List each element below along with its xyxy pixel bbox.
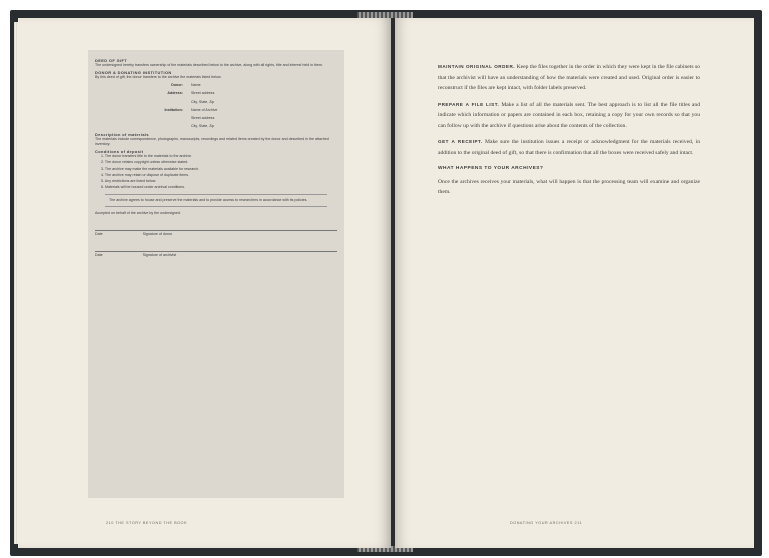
donor-heading: DONOR & DONATING INSTITUTION <box>95 70 172 76</box>
conditions-list <box>101 154 337 190</box>
address-row: Donor: Name <box>171 83 201 88</box>
condition-item: 4. The archive may retain or dispose of duplicate items. <box>101 172 190 177</box>
right-page-text <box>438 62 700 204</box>
signature-line <box>95 242 337 252</box>
paragraph-lead: MAINTAIN ORIGINAL ORDER. <box>438 64 516 69</box>
address-row: Street address <box>191 115 215 120</box>
condition-item: 2. The donor retains copyright unless otherwise stated. <box>101 160 189 165</box>
deed-of-gift-form <box>88 50 344 498</box>
address-row: Institution: Name of Archive <box>164 107 218 112</box>
address-row: Address: Street address <box>167 91 215 96</box>
sig-donor-label: Signature of donor <box>142 232 173 237</box>
conditions-heading: Conditions of deposit <box>95 149 144 155</box>
description-heading: Description of materials <box>95 131 149 137</box>
archive-agreement-note: The archive agrees to house and preserve the materials and to provide access to researchers in accordance with its policies. <box>105 194 327 207</box>
address-block <box>95 83 337 129</box>
right-folio: DONATING YOUR ARCHIVES 211 <box>510 521 583 525</box>
form-intro: The undersigned hereby transfers ownership of the materials described below to the archive, along with all rights, title and interest held in them. <box>95 63 323 68</box>
paragraph <box>438 137 700 158</box>
condition-item: 3. The archive may make the materials available for research. <box>101 166 200 171</box>
paragraph-body: Make a list of all the materials sent. The best approach is to list all the file titles and indicate which information or papers are contained in each box, retaining a copy for your own records so that you can follow up with the archive if questions arise about the contents of the collection. <box>438 101 700 129</box>
paragraph <box>438 100 700 132</box>
accept-text: Accepted on behalf of the archive by the undersigned. <box>95 210 181 215</box>
paragraph-body: Keep the files together in the order in which they were kept in the file cabinets so that the archivist will have an understanding of how the materials were created and used. Original order is easier to reconstruct if the files are kept intact, with folder labels preserved. <box>438 64 700 91</box>
left-folio: 210 THE STORY BEYOND THE BOOK <box>106 521 188 525</box>
paragraph-lead: GET A RECEIPT. <box>438 139 483 144</box>
paragraph-lead: PREPARE A FILE LIST. <box>438 101 500 107</box>
form-title: DEED OF GIFT <box>95 58 128 63</box>
paragraph-body: Make sure the institution issues a receipt or acknowledgment for the materials received, in addition to the original deed of gift, so that there is confirmation that all the boxes were received safely and intact. <box>438 139 700 156</box>
address-row: City, State, Zip <box>191 123 215 128</box>
address-row: City, State, Zip <box>191 99 215 104</box>
closing-paragraph: Once the archives receives your materials, what will happen is that the processing team will examine and organize them. <box>438 178 700 195</box>
sig-date-label: Date <box>95 253 103 258</box>
donor-text: By this deed of gift, the donor transfers to the archive the materials listed below. <box>95 75 222 80</box>
sig-archive-label: Signature of archivist <box>142 253 177 258</box>
description-text: The materials include correspondence, photographs, manuscripts, recordings and related items created by the donor and described in the attached inventory. <box>95 137 329 147</box>
condition-item: 5. Any restrictions are listed below. <box>101 178 157 183</box>
signature-row <box>95 232 337 237</box>
condition-item: 1. The donor transfers title to the materials to the archive. <box>101 154 193 159</box>
paragraph <box>438 62 700 94</box>
signature-line <box>95 221 337 231</box>
signature-row <box>95 253 337 258</box>
sig-date-label: Date <box>95 232 103 237</box>
condition-item: 6. Materials will be housed under archival conditions. <box>101 184 186 189</box>
section-subheading: WHAT HAPPENS TO YOUR ARCHIVES? <box>438 166 544 171</box>
